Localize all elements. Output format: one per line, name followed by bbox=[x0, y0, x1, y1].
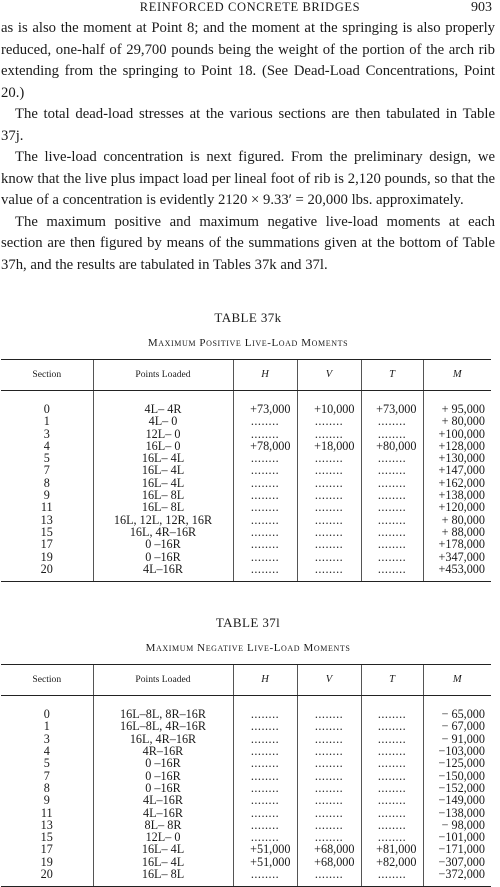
table-cell: ........ bbox=[233, 415, 297, 427]
table-row bbox=[1, 807, 491, 819]
table-cell: +453,000 bbox=[423, 563, 491, 582]
table-cell: 4L–16R bbox=[93, 794, 233, 806]
paragraph-2: The total dead-load stresses at the various sections are then tabulated in Table 37j. bbox=[1, 106, 495, 144]
paragraph-4: The maximum positive and maximum negative live-load moments at each section are then figured by means of the summations given at the bottom of Table 37h, and the results are tabulated in Tables 37k and 37l. bbox=[1, 213, 495, 273]
table-k-body bbox=[1, 391, 491, 582]
table-row bbox=[1, 501, 491, 513]
column-header: Points Loaded bbox=[93, 665, 233, 696]
table-cell: 16L–8L, 8R–16R bbox=[93, 696, 233, 721]
table-cell: ........ bbox=[361, 477, 423, 489]
running-header bbox=[0, 0, 500, 16]
table-row bbox=[1, 452, 491, 464]
table-l-subtitle: Maximum Negative Live-Load Moments bbox=[145, 641, 351, 654]
table-cell: ........ bbox=[233, 745, 297, 757]
table-cell: ........ bbox=[361, 551, 423, 563]
table-cell: ........ bbox=[361, 807, 423, 819]
table-cell: 16L–8L, 4R–16R bbox=[93, 720, 233, 732]
table-cell: +80,000 bbox=[361, 440, 423, 452]
table-cell: ........ bbox=[233, 720, 297, 732]
table-row bbox=[1, 464, 491, 476]
table-cell: ........ bbox=[297, 452, 361, 464]
table-cell: +51,000 bbox=[233, 856, 297, 868]
table-cell: + 80,000 bbox=[423, 514, 491, 526]
table-cell: ........ bbox=[361, 538, 423, 550]
table-cell: − 91,000 bbox=[423, 733, 491, 745]
table-cell: ........ bbox=[233, 452, 297, 464]
table-cell: ........ bbox=[297, 782, 361, 794]
table-cell: 4 bbox=[43, 744, 50, 759]
table-cell: ........ bbox=[233, 782, 297, 794]
table-cell: +68,000 bbox=[297, 843, 361, 855]
table-cell: −307,000 bbox=[423, 856, 491, 868]
table-cell: −171,000 bbox=[423, 843, 491, 855]
table-cell: −138,000 bbox=[423, 807, 491, 819]
table-cell: ........ bbox=[297, 489, 361, 501]
table-cell: ........ bbox=[297, 563, 361, 582]
table-cell: ........ bbox=[233, 563, 297, 582]
table-cell: ........ bbox=[297, 428, 361, 440]
table-cell: 9 bbox=[43, 793, 50, 808]
table-cell: +178,000 bbox=[423, 538, 491, 550]
column-header: Section bbox=[1, 665, 93, 696]
table-cell: +128,000 bbox=[423, 440, 491, 452]
table-cell: ........ bbox=[297, 745, 361, 757]
table-cell: 7 bbox=[43, 463, 50, 478]
table-cell: ........ bbox=[297, 501, 361, 513]
table-cell: 13 bbox=[40, 512, 53, 527]
table-cell: ........ bbox=[297, 757, 361, 769]
table-cell: 8 bbox=[43, 475, 50, 490]
table-cell: 4L–16R bbox=[93, 563, 233, 582]
table-cell: 16L– 4L bbox=[93, 843, 233, 855]
table-cell: +73,000 bbox=[233, 391, 297, 416]
table-cell: ........ bbox=[361, 526, 423, 538]
table-cell: 3 bbox=[43, 426, 50, 441]
running-title: REINFORCED CONCRETE BRIDGES bbox=[139, 0, 361, 14]
table-row bbox=[1, 563, 491, 582]
table-cell: 7 bbox=[43, 768, 50, 783]
table-k-caption: TABLE 37k bbox=[214, 310, 282, 325]
table-cell: − 98,000 bbox=[423, 819, 491, 831]
column-header: V bbox=[297, 665, 361, 696]
table-cell: −125,000 bbox=[423, 757, 491, 769]
table-cell: ........ bbox=[361, 415, 423, 427]
table-cell: ........ bbox=[297, 831, 361, 843]
table-row bbox=[1, 720, 491, 732]
table-cell: 0 –16R bbox=[93, 551, 233, 563]
table-row bbox=[1, 794, 491, 806]
table-cell: +130,000 bbox=[423, 452, 491, 464]
table-cell: 16L– 0 bbox=[93, 440, 233, 452]
table-cell: ........ bbox=[233, 489, 297, 501]
table-cell: ........ bbox=[297, 733, 361, 745]
table-cell: 8 bbox=[43, 780, 50, 795]
table-cell: 16L, 4R–16R bbox=[93, 526, 233, 538]
table-row bbox=[1, 745, 491, 757]
table-row bbox=[1, 526, 491, 538]
column-header: Section bbox=[1, 360, 93, 391]
table-cell: 16L– 8L bbox=[93, 489, 233, 501]
table-row bbox=[1, 868, 491, 887]
table-cell: +162,000 bbox=[423, 477, 491, 489]
table-cell: ........ bbox=[297, 807, 361, 819]
table-cell: +68,000 bbox=[297, 856, 361, 868]
table-l-caption: TABLE 37l bbox=[215, 615, 281, 631]
table-cell: ........ bbox=[297, 415, 361, 427]
table-cell: 3 bbox=[43, 731, 50, 746]
table-cell: ........ bbox=[297, 868, 361, 887]
table-cell: 11 bbox=[40, 805, 53, 820]
column-header: H bbox=[233, 360, 297, 391]
table-cell: 16L– 4L bbox=[93, 464, 233, 476]
table-cell: 20 bbox=[1, 563, 93, 582]
table-cell: ........ bbox=[361, 452, 423, 464]
table-cell: 16L– 4L bbox=[93, 452, 233, 464]
table-cell: ........ bbox=[297, 696, 361, 721]
table-cell: ........ bbox=[233, 819, 297, 831]
table-cell: − 65,000 bbox=[423, 696, 491, 721]
table-cell: 1 bbox=[43, 414, 50, 429]
table-cell: +138,000 bbox=[423, 489, 491, 501]
table-cell: 19 bbox=[40, 854, 53, 869]
table-cell: ........ bbox=[233, 551, 297, 563]
table-cell: 0 –16R bbox=[93, 538, 233, 550]
table-cell: +18,000 bbox=[297, 440, 361, 452]
table-cell: ........ bbox=[297, 794, 361, 806]
table-cell: 0 bbox=[43, 707, 50, 722]
table-cell: ........ bbox=[361, 501, 423, 513]
table-cell: ........ bbox=[297, 514, 361, 526]
table-cell: ........ bbox=[233, 696, 297, 721]
table-cell: 4L– 4R bbox=[93, 391, 233, 416]
column-header: M bbox=[423, 360, 491, 391]
table-cell: −149,000 bbox=[423, 794, 491, 806]
column-header: T bbox=[361, 360, 423, 391]
table-cell: −103,000 bbox=[423, 745, 491, 757]
table-cell: ........ bbox=[361, 563, 423, 582]
table-cell: +78,000 bbox=[233, 440, 297, 452]
table-cell: ........ bbox=[233, 538, 297, 550]
table-cell: +82,000 bbox=[361, 856, 423, 868]
table-cell: 15 bbox=[40, 524, 53, 539]
table-cell: 16L, 12L, 12R, 16R bbox=[93, 514, 233, 526]
table-k-subtitle: Maximum Positive Live-Load Moments bbox=[147, 336, 349, 349]
table-cell: 16L– 4L bbox=[93, 856, 233, 868]
column-header: V bbox=[297, 360, 361, 391]
table-row bbox=[1, 819, 491, 831]
table-cell: 12L– 0 bbox=[93, 428, 233, 440]
table-cell: 16L, 4R–16R bbox=[93, 733, 233, 745]
table-row bbox=[1, 551, 491, 563]
column-header: T bbox=[361, 665, 423, 696]
table-row bbox=[1, 440, 491, 452]
table-cell: 0 –16R bbox=[93, 770, 233, 782]
table-cell: ........ bbox=[361, 770, 423, 782]
table-cell: 4 bbox=[43, 438, 50, 453]
table-cell: − 67,000 bbox=[423, 720, 491, 732]
table-cell: ........ bbox=[361, 720, 423, 732]
table-cell: ........ bbox=[361, 733, 423, 745]
table-cell: ........ bbox=[361, 757, 423, 769]
table-cell: 9 bbox=[43, 488, 50, 503]
table-cell: ........ bbox=[233, 428, 297, 440]
table-cell: +81,000 bbox=[361, 843, 423, 855]
table-cell: 5 bbox=[43, 451, 50, 466]
paragraph-1: as is also the moment at Point 8; and the moment at the springing is also properly reduced, one-half of 29,700 pounds being the weight of the portion of the arch rib extending from the springing to Point 18. (See Dead-Load Concentrations, Point 20.) bbox=[1, 20, 495, 101]
table-cell: ........ bbox=[361, 819, 423, 831]
table-l bbox=[1, 664, 491, 887]
table-row bbox=[1, 415, 491, 427]
table-cell: −152,000 bbox=[423, 782, 491, 794]
table-cell: ........ bbox=[297, 538, 361, 550]
table-cell: ........ bbox=[297, 770, 361, 782]
table-cell: 20 bbox=[1, 868, 93, 887]
table-cell: +73,000 bbox=[361, 391, 423, 416]
table-row bbox=[1, 428, 491, 440]
table-cell: 12L– 0 bbox=[93, 831, 233, 843]
table-cell: ........ bbox=[233, 807, 297, 819]
table-cell: 4L–16R bbox=[93, 807, 233, 819]
table-cell: + 95,000 bbox=[423, 391, 491, 416]
table-cell: ........ bbox=[233, 794, 297, 806]
table-cell: ........ bbox=[297, 477, 361, 489]
table-cell: ........ bbox=[361, 464, 423, 476]
table-row bbox=[1, 514, 491, 526]
table-cell: +51,000 bbox=[233, 843, 297, 855]
table-cell: ........ bbox=[233, 514, 297, 526]
table-k-header-row bbox=[1, 360, 491, 391]
paragraph-3: The live-load concentration is next figured. From the preliminary design, we know that the live plus impact load per lineal foot of rib is 2,120 pounds, so that the value of a concentration is evidently 2120 × 9.33′ = 20,000 lbs. approximately. bbox=[1, 149, 495, 208]
table-cell: ........ bbox=[233, 526, 297, 538]
table-row bbox=[1, 489, 491, 501]
table-cell: 0 –16R bbox=[93, 757, 233, 769]
table-cell: +347,000 bbox=[423, 551, 491, 563]
table-cell: −150,000 bbox=[423, 770, 491, 782]
table-row bbox=[1, 733, 491, 745]
table-cell: ........ bbox=[233, 464, 297, 476]
table-cell: ........ bbox=[233, 477, 297, 489]
table-cell: 16L– 8L bbox=[93, 868, 233, 887]
table-cell: ........ bbox=[361, 514, 423, 526]
table-cell: ........ bbox=[361, 745, 423, 757]
table-row bbox=[1, 696, 491, 721]
table-cell: +120,000 bbox=[423, 501, 491, 513]
table-cell: +147,000 bbox=[423, 464, 491, 476]
table-cell: ........ bbox=[233, 868, 297, 887]
table-cell: 16L– 4L bbox=[93, 477, 233, 489]
table-l-header-row bbox=[1, 665, 491, 696]
table-cell: 0 –16R bbox=[93, 782, 233, 794]
table-row bbox=[1, 770, 491, 782]
table-cell: 8L– 8R bbox=[93, 819, 233, 831]
table-cell: ........ bbox=[297, 720, 361, 732]
table-cell: ........ bbox=[297, 464, 361, 476]
table-cell: 11 bbox=[40, 500, 53, 515]
table-cell: ........ bbox=[233, 757, 297, 769]
table-cell: ........ bbox=[233, 770, 297, 782]
table-l-body bbox=[1, 696, 491, 887]
table-cell: ........ bbox=[361, 782, 423, 794]
table-row bbox=[1, 538, 491, 550]
table-row bbox=[1, 391, 491, 416]
table-cell: 0 bbox=[43, 402, 50, 416]
table-cell: 1 bbox=[43, 719, 50, 734]
table-cell: ........ bbox=[233, 733, 297, 745]
table-cell: ........ bbox=[297, 819, 361, 831]
page-body bbox=[1, 18, 495, 887]
table-cell: 4L– 0 bbox=[93, 415, 233, 427]
table-cell: ........ bbox=[361, 428, 423, 440]
table-cell: ........ bbox=[361, 489, 423, 501]
table-cell: ........ bbox=[233, 501, 297, 513]
table-cell: ........ bbox=[297, 526, 361, 538]
table-cell: 17 bbox=[40, 537, 53, 552]
table-cell: ........ bbox=[361, 831, 423, 843]
column-header: M bbox=[423, 665, 491, 696]
table-cell: 19 bbox=[40, 549, 53, 564]
table-row bbox=[1, 831, 491, 843]
table-cell: 15 bbox=[40, 830, 53, 845]
table-cell: ........ bbox=[297, 551, 361, 563]
table-cell: −372,000 bbox=[423, 868, 491, 887]
table-cell: ........ bbox=[361, 868, 423, 887]
table-cell: 4R–16R bbox=[93, 745, 233, 757]
table-cell: −101,000 bbox=[423, 831, 491, 843]
table-row bbox=[1, 782, 491, 794]
table-row bbox=[1, 757, 491, 769]
table-cell: ........ bbox=[233, 831, 297, 843]
table-row bbox=[1, 843, 491, 855]
column-header: Points Loaded bbox=[93, 360, 233, 391]
table-cell: +100,000 bbox=[423, 428, 491, 440]
table-cell: 5 bbox=[43, 756, 50, 771]
table-cell: + 80,000 bbox=[423, 415, 491, 427]
table-cell: + 88,000 bbox=[423, 526, 491, 538]
table-cell: 16L– 8L bbox=[93, 501, 233, 513]
table-row bbox=[1, 477, 491, 489]
column-header: H bbox=[233, 665, 297, 696]
page-number: 903 bbox=[471, 0, 492, 15]
table-cell: +10,000 bbox=[297, 391, 361, 416]
table-cell: ........ bbox=[361, 696, 423, 721]
table-cell: 13 bbox=[40, 817, 53, 832]
table-cell: 17 bbox=[40, 842, 53, 857]
table-cell: ........ bbox=[361, 794, 423, 806]
table-k bbox=[1, 359, 491, 582]
